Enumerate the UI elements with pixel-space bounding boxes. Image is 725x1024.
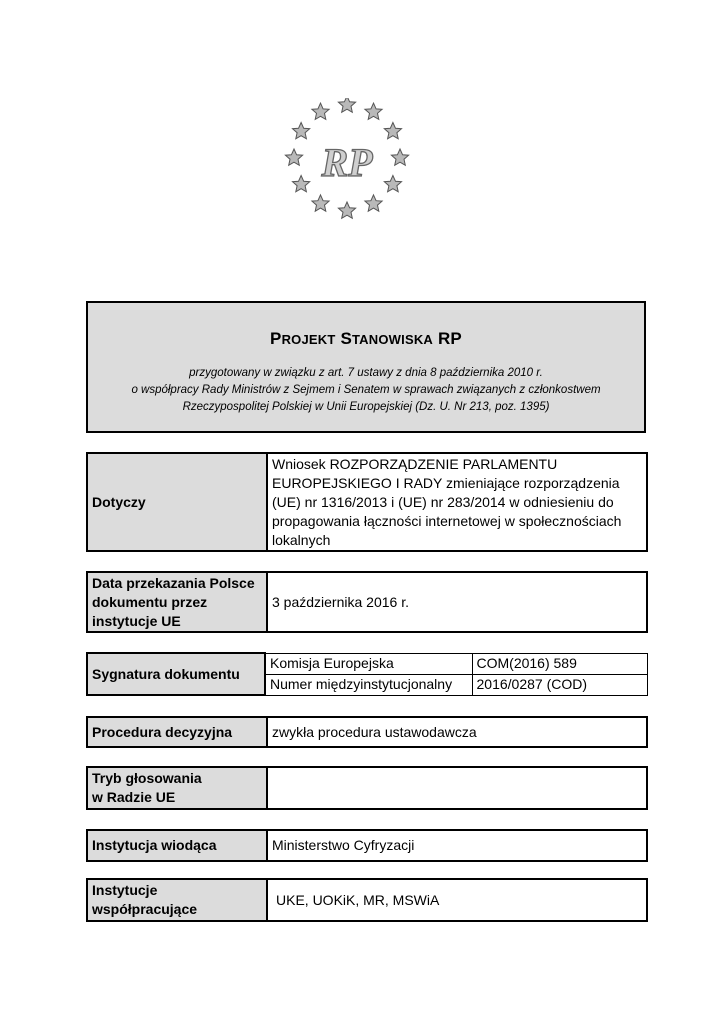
star-icon: [384, 176, 401, 192]
star-icon: [285, 149, 302, 165]
row-data-przekazania: [86, 571, 648, 633]
label-procedura: Procedura decyzyjna: [87, 717, 267, 747]
value-instytucja-wiodaca: Ministerstwo Cyfryzacji: [267, 830, 647, 861]
star-icon: [293, 123, 310, 139]
star-icon: [312, 103, 329, 119]
sygnatura-institution-value: COM(2016) 589: [472, 653, 648, 674]
label-data-przekazania: Data przekazania Polsce dokumentu przez instytucje UE: [87, 572, 267, 632]
header-box: [86, 301, 646, 433]
row-instytucja-wiodaca: [86, 829, 648, 862]
value-instytucje-wspolpracujace: UKE, UOKiK, MR, MSWiA: [267, 879, 647, 921]
star-icon: [338, 202, 355, 218]
sygnatura-interinst-value: 2016/0287 (COD): [472, 674, 648, 695]
row-sygnatura: [86, 652, 648, 696]
sygnatura-institution-name: Komisja Europejska: [265, 653, 472, 674]
document-title: PROJEKT STANOWISKA RP: [270, 329, 462, 348]
star-icon: [293, 176, 310, 192]
logo-text: RP: [321, 140, 373, 185]
header-subtitle: przygotowany w związku z art. 7 ustawy z dnia 8 października 2010 r. o współpracy Rady Ministrów z Sejmem i Senatem w sprawach związanych z członkostwem Rzeczypospolitej Polskiej w Unii Europejskiej (Dz. U. Nr 213, poz. 1395): [131, 367, 601, 413]
value-data-przekazania: 3 października 2016 r.: [267, 572, 647, 632]
star-icon: [338, 98, 355, 112]
label-sygnatura: Sygnatura dokumentu: [87, 653, 265, 695]
star-icon: [365, 103, 382, 119]
star-icon: [391, 149, 408, 165]
star-icon: [312, 195, 329, 211]
row-instytucje-wspolpracujace: [86, 878, 648, 922]
rp-logo: [272, 98, 422, 228]
label-instytucja-wiodaca: Instytucja wiodąca: [87, 830, 267, 861]
row-dotyczy: [86, 452, 648, 552]
value-procedura: zwykła procedura ustawodawcza: [267, 717, 647, 747]
star-icon: [384, 123, 401, 139]
label-dotyczy: Dotyczy: [87, 453, 267, 551]
label-instytucje-wspolpracujace: Instytucje współpracujące: [87, 879, 267, 921]
label-tryb-glosowania: Tryb głosowania w Radzie UE: [87, 767, 267, 809]
star-icon: [365, 195, 382, 211]
value-dotyczy: Wniosek ROZPORZĄDZENIE PARLAMENTU EUROPEJSKIEGO I RADY zmieniające rozporządzenia (UE) nr 1316/2013 i (UE) nr 283/2014 w odniesieniu do propagowania łączności internetowej w społecznościach lokalnych: [267, 453, 647, 551]
row-tryb-glosowania: [86, 766, 648, 810]
row-procedura: [86, 716, 648, 748]
sygnatura-interinst-name: Numer międzyinstytucjonalny: [265, 674, 472, 695]
value-tryb-glosowania: [267, 767, 647, 809]
